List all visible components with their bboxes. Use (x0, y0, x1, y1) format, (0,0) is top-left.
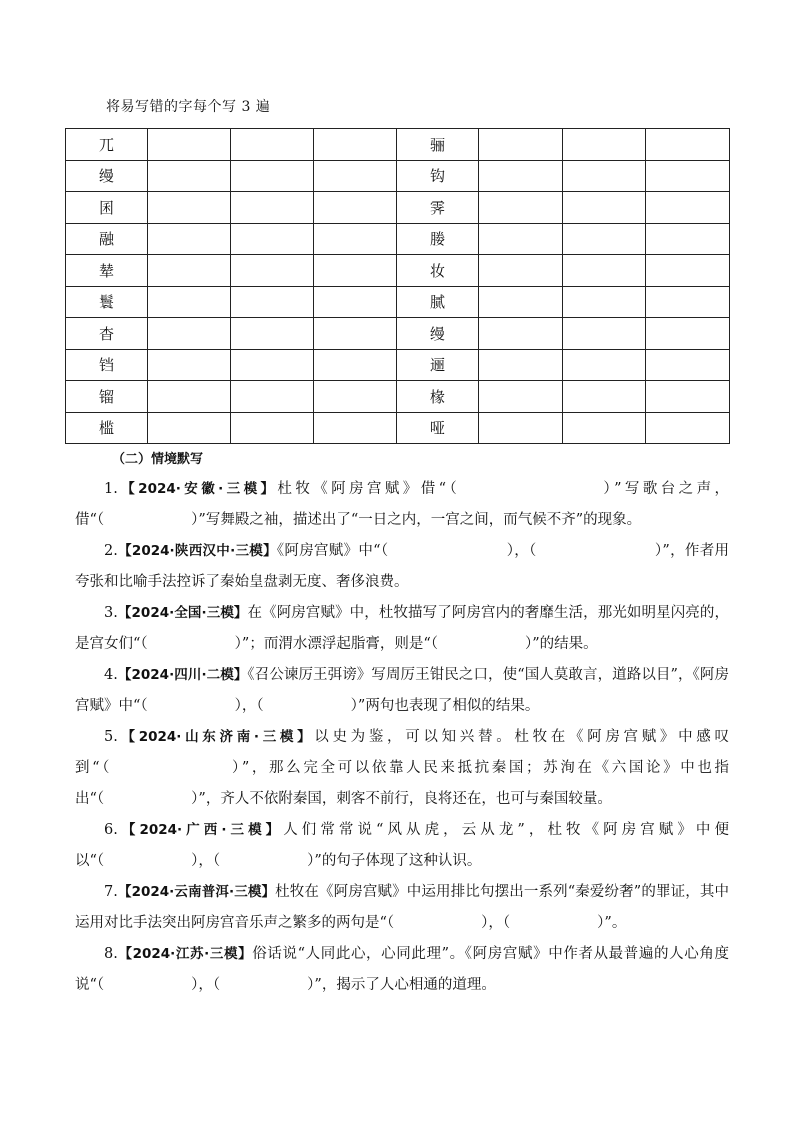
question-list (75, 474, 729, 1001)
practice-character: 镏 (66, 381, 148, 413)
writing-cell[interactable] (646, 286, 730, 318)
practice-instruction: 将易写错的字每个写 3 遍 (106, 99, 271, 115)
writing-cell[interactable] (646, 381, 730, 413)
writing-cell[interactable] (563, 381, 646, 413)
writing-cell[interactable] (563, 349, 646, 381)
writing-cell[interactable] (479, 381, 563, 413)
writing-cell[interactable] (314, 318, 397, 350)
question-source: 【2024·陕西汉中·三模】 (117, 543, 277, 559)
table-row (66, 318, 730, 350)
writing-cell[interactable] (231, 318, 314, 350)
writing-cell[interactable] (231, 223, 314, 255)
writing-cell[interactable] (231, 129, 314, 161)
practice-character: 霁 (397, 192, 479, 224)
table-row (66, 255, 730, 287)
practice-character: 囷 (66, 192, 148, 224)
writing-cell[interactable] (148, 286, 231, 318)
practice-character: 槛 (66, 412, 148, 444)
writing-cell[interactable] (231, 255, 314, 287)
question-number: 8. (104, 946, 118, 962)
question-source: 【2024·江苏·三模】 (117, 946, 253, 962)
practice-character: 椽 (397, 381, 479, 413)
practice-character: 鬟 (66, 286, 148, 318)
practice-character: 辇 (66, 255, 148, 287)
practice-character: 缦 (397, 318, 479, 350)
writing-cell[interactable] (231, 349, 314, 381)
question-source: 【2024·山东济南·三模】 (117, 729, 315, 745)
writing-cell[interactable] (231, 160, 314, 192)
question-source: 【2024·全国·三模】 (117, 605, 248, 621)
question-text: 杜牧《阿房宫赋》借“（ ）”写歌台之声，借“（ ）”写舞殿之袖，描述出了“一日之内，一宫之间，而气候不齐”的现象。 (75, 481, 729, 528)
writing-cell[interactable] (148, 255, 231, 287)
writing-cell[interactable] (314, 286, 397, 318)
question-number: 2. (104, 543, 118, 559)
writing-cell[interactable] (231, 412, 314, 444)
writing-cell[interactable] (148, 160, 231, 192)
writing-cell[interactable] (646, 192, 730, 224)
writing-cell[interactable] (231, 192, 314, 224)
question-text: 人们常常说“风从虎，云从龙”，杜牧《阿房宫赋》中便以“（ ），（ ）”的句子体现了这种认识。 (75, 822, 729, 869)
writing-cell[interactable] (646, 160, 730, 192)
question-number: 7. (104, 884, 118, 900)
question-source: 【2024·四川·二模】 (117, 667, 248, 683)
question-number: 5. (104, 729, 118, 745)
writing-cell[interactable] (314, 381, 397, 413)
writing-cell[interactable] (479, 192, 563, 224)
practice-character: 逦 (397, 349, 479, 381)
table-row (66, 160, 730, 192)
practice-character: 杳 (66, 318, 148, 350)
writing-cell[interactable] (479, 129, 563, 161)
writing-cell[interactable] (148, 129, 231, 161)
question-text: 《阿房宫赋》中“（ ），（ ）”，作者用夸张和比喻手法控诉了秦始皇盘剥无度、奢侈浪费。 (75, 543, 729, 590)
question-text: 以史为鉴，可以知兴替。杜牧在《阿房宫赋》中感叹到“（ ）”，那么完全可以依靠人民来抵抗秦国；苏洵在《六国论》中也指出“（ ）”，齐人不依附秦国，刺客不前行，良将还在，也可与秦国较量。 (75, 729, 729, 807)
writing-cell[interactable] (479, 349, 563, 381)
writing-cell[interactable] (563, 286, 646, 318)
practice-character: 哑 (397, 412, 479, 444)
writing-cell[interactable] (314, 192, 397, 224)
writing-cell[interactable] (148, 381, 231, 413)
section-title: （二）情境默写 (112, 452, 204, 467)
writing-cell[interactable] (314, 160, 397, 192)
writing-cell[interactable] (563, 160, 646, 192)
question-item (75, 877, 729, 939)
table-row (66, 412, 730, 444)
question-number: 4. (104, 667, 118, 683)
writing-cell[interactable] (479, 160, 563, 192)
writing-cell[interactable] (148, 412, 231, 444)
writing-cell[interactable] (646, 129, 730, 161)
practice-character: 融 (66, 223, 148, 255)
writing-cell[interactable] (646, 255, 730, 287)
writing-cell[interactable] (563, 129, 646, 161)
writing-cell[interactable] (479, 412, 563, 444)
question-text: 杜牧在《阿房宫赋》中运用排比句摆出一系列“秦爱纷奢”的罪证，其中运用对比手法突出阿房宫音乐声之繁多的两句是“（ ），（ ）”。 (75, 884, 729, 931)
table-row (66, 381, 730, 413)
character-practice-table (65, 128, 730, 444)
practice-character: 铛 (66, 349, 148, 381)
writing-cell[interactable] (314, 412, 397, 444)
question-number: 1. (104, 481, 118, 497)
writing-cell[interactable] (479, 223, 563, 255)
writing-cell[interactable] (479, 255, 563, 287)
writing-cell[interactable] (314, 129, 397, 161)
writing-cell[interactable] (563, 223, 646, 255)
table-row (66, 286, 730, 318)
question-number: 6. (104, 822, 118, 838)
question-item (75, 474, 729, 536)
writing-cell[interactable] (231, 381, 314, 413)
writing-cell[interactable] (314, 223, 397, 255)
writing-cell[interactable] (563, 192, 646, 224)
question-item (75, 815, 729, 877)
writing-cell[interactable] (479, 286, 563, 318)
writing-cell[interactable] (646, 223, 730, 255)
question-text: 《召公谏厉王弭谤》写周厉王钳民之口，使“国人莫敢言，道路以目”，《阿房宫赋》中“（ ），（ ）”两句也表现了相似的结果。 (75, 667, 729, 714)
writing-cell[interactable] (479, 318, 563, 350)
table-row (66, 223, 730, 255)
question-item (75, 722, 729, 815)
question-item (75, 939, 729, 1001)
question-item (75, 660, 729, 722)
writing-cell[interactable] (148, 349, 231, 381)
writing-cell[interactable] (563, 412, 646, 444)
writing-cell[interactable] (563, 255, 646, 287)
writing-cell[interactable] (646, 349, 730, 381)
writing-cell[interactable] (314, 349, 397, 381)
writing-cell[interactable] (646, 318, 730, 350)
practice-character: 媵 (397, 223, 479, 255)
question-item (75, 536, 729, 598)
question-source: 【2024·云南普洱·三模】 (117, 884, 276, 900)
practice-character: 腻 (397, 286, 479, 318)
question-text: 俗话说“人同此心，心同此理”。《阿房宫赋》中作者从最普遍的人心角度说“（ ），（ ）”，揭示了人心相通的道理。 (75, 946, 729, 993)
question-source: 【2024·广西·三模】 (117, 822, 284, 838)
practice-character: 妆 (397, 255, 479, 287)
question-source: 【2024·安徽·三模】 (117, 481, 278, 497)
table-row (66, 192, 730, 224)
writing-cell[interactable] (148, 192, 231, 224)
writing-cell[interactable] (563, 318, 646, 350)
writing-cell[interactable] (646, 412, 730, 444)
practice-character: 兀 (66, 129, 148, 161)
writing-cell[interactable] (148, 318, 231, 350)
table-row (66, 349, 730, 381)
writing-cell[interactable] (148, 223, 231, 255)
practice-character: 骊 (397, 129, 479, 161)
practice-character: 钩 (397, 160, 479, 192)
writing-cell[interactable] (314, 255, 397, 287)
writing-cell[interactable] (231, 286, 314, 318)
question-text: 在《阿房宫赋》中，杜牧描写了阿房宫内的奢靡生活，那光如明星闪亮的，是宫女们“（ ）”；而渭水漂浮起脂膏，则是“（ ）”的结果。 (75, 605, 729, 652)
question-number: 3. (104, 605, 118, 621)
table-row (66, 129, 730, 161)
practice-character: 缦 (66, 160, 148, 192)
question-item (75, 598, 729, 660)
